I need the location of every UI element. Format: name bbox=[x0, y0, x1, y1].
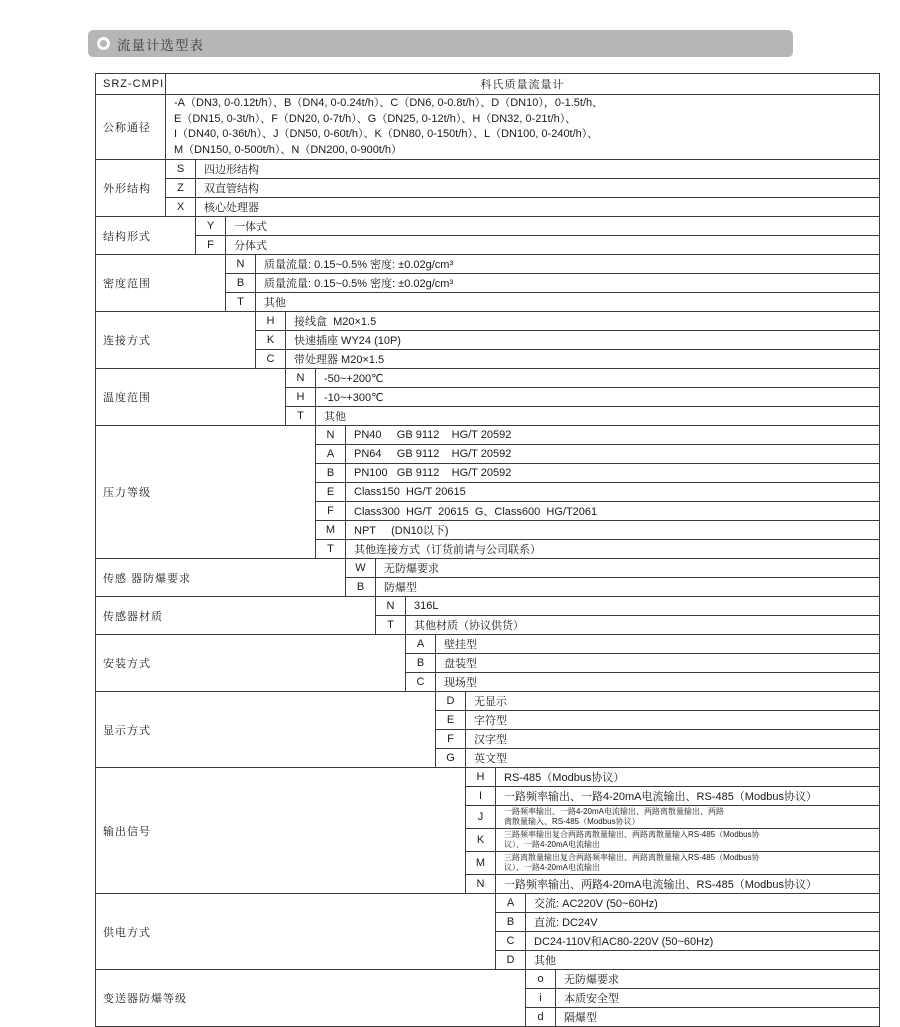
option-row bbox=[226, 292, 879, 311]
option-desc: 其他连接方式（订货前请与公司联系） bbox=[354, 544, 541, 556]
option-row bbox=[496, 894, 879, 912]
option-row bbox=[316, 463, 879, 482]
option-desc: 一体式 bbox=[234, 221, 267, 233]
option-row bbox=[376, 597, 879, 615]
label-nominal-diameter: 公称通径 bbox=[96, 95, 166, 159]
option-code: d bbox=[526, 1008, 556, 1026]
option-row bbox=[226, 273, 879, 292]
option-desc: 交流: AC220V (50~60Hz) bbox=[534, 898, 658, 910]
option-code: T bbox=[376, 616, 406, 634]
option-row bbox=[346, 577, 879, 596]
option-code: I bbox=[466, 787, 496, 805]
option-row bbox=[436, 748, 879, 767]
group-power-supply bbox=[96, 893, 879, 969]
option-row bbox=[406, 672, 879, 691]
option-row bbox=[316, 520, 879, 539]
option-row bbox=[436, 729, 879, 748]
option-row bbox=[406, 635, 879, 653]
option-code: W bbox=[346, 559, 376, 577]
option-code: E bbox=[436, 711, 466, 729]
option-row bbox=[466, 768, 879, 786]
bullseye-icon bbox=[97, 37, 110, 50]
option-row bbox=[406, 653, 879, 672]
option-desc: NPT (DN10以下) bbox=[354, 525, 449, 537]
label-density-range: 密度范围 bbox=[96, 255, 226, 311]
option-desc: 带处理器 M20×1.5 bbox=[294, 354, 385, 366]
option-row bbox=[286, 369, 879, 387]
option-row bbox=[166, 160, 879, 178]
diameter-spec-text: -A（DN3, 0-0.12t/h）、B（DN4, 0-0.24t/h）、C（DN6, 0-0.8t/h）、D（DN10），0-1.5t/h、 E（DN15, 0-3t/h）、F（DN20, 0-7t/h）、G（DN25, 0-12t/h）、H（DN32, 0-21t/h）、 I（DN40, 0-36t/h）、J（DN50, 0-60t/h）、K（DN80, 0-150t/h）、L（DN100, 0-240t/h）、 M（DN150, 0-500t/h）、N（DN200, 0-900t/h） bbox=[174, 97, 604, 156]
option-row bbox=[466, 786, 879, 805]
option-desc: PN40 GB 9112 HG/T 20592 bbox=[354, 429, 512, 441]
group-display-type bbox=[96, 691, 879, 767]
group-sensor-material bbox=[96, 596, 879, 634]
model-row bbox=[96, 74, 879, 94]
option-row bbox=[436, 692, 879, 710]
option-desc: Class300 HG/T 20615 G、Class600 HG/T2061 bbox=[354, 506, 598, 518]
option-code: B bbox=[496, 913, 526, 931]
option-code: B bbox=[316, 464, 346, 482]
label-output-signal: 输出信号 bbox=[96, 768, 466, 893]
option-row bbox=[166, 178, 879, 197]
label-structure-form: 结构形式 bbox=[96, 217, 196, 254]
option-code: N bbox=[286, 369, 316, 387]
group-nominal-diameter bbox=[96, 94, 879, 159]
group-structure-form bbox=[96, 216, 879, 254]
option-code: B bbox=[226, 274, 256, 292]
group-transmitter-explosion-proof bbox=[96, 969, 879, 1026]
option-code: C bbox=[496, 932, 526, 950]
option-row bbox=[526, 1007, 879, 1026]
section-title: 流量计选型表 bbox=[117, 37, 204, 53]
option-desc: 三路离散量输出复合两路频率输出、两路离散量输入RS-485（Modbus协 议）、一路4-20mA电流输出 bbox=[504, 853, 760, 872]
option-desc: 快速插座 WY24 (10P) bbox=[294, 335, 401, 347]
option-code: F bbox=[316, 502, 346, 520]
label-sensor-material: 传感器材质 bbox=[96, 597, 376, 634]
option-code: M bbox=[466, 852, 496, 874]
option-code: o bbox=[526, 970, 556, 988]
option-code: A bbox=[496, 894, 526, 912]
option-row bbox=[256, 330, 879, 349]
option-code: T bbox=[226, 293, 256, 311]
option-code: T bbox=[316, 540, 346, 558]
option-desc: 一路频率输出、两路4-20mA电流输出、RS-485（Modbus协议） bbox=[504, 879, 817, 891]
option-desc: 字符型 bbox=[474, 715, 507, 727]
option-row bbox=[466, 828, 879, 851]
option-code: D bbox=[496, 951, 526, 969]
option-row bbox=[286, 406, 879, 425]
group-shape-structure bbox=[96, 159, 879, 216]
option-row bbox=[316, 482, 879, 501]
option-code: N bbox=[376, 597, 406, 615]
option-code: E bbox=[316, 483, 346, 501]
option-row bbox=[496, 931, 879, 950]
option-desc: -50~+200℃ bbox=[324, 372, 384, 385]
option-row bbox=[196, 217, 879, 235]
option-code: Y bbox=[196, 217, 226, 235]
option-desc: 隔爆型 bbox=[564, 1012, 597, 1024]
option-code: i bbox=[526, 989, 556, 1007]
option-desc: 壁挂型 bbox=[444, 639, 477, 651]
label-sensor-explosion-proof: 传感 器防爆要求 bbox=[96, 559, 346, 596]
option-row bbox=[316, 444, 879, 463]
option-code: K bbox=[466, 829, 496, 851]
label-transmitter-explosion-proof: 变送器防爆等级 bbox=[96, 970, 526, 1026]
option-code: F bbox=[436, 730, 466, 748]
option-desc: 质量流量: 0.15~0.5% 密度: ±0.02g/cm³ bbox=[264, 278, 454, 290]
option-desc: 其他 bbox=[534, 955, 556, 967]
option-row bbox=[226, 255, 879, 273]
option-code: F bbox=[196, 236, 226, 254]
option-row bbox=[316, 501, 879, 520]
option-code: X bbox=[166, 198, 196, 216]
option-row bbox=[256, 312, 879, 330]
option-desc: 无防爆要求 bbox=[384, 563, 439, 575]
model-code-label: SRZ-CMPI bbox=[96, 74, 166, 94]
option-row bbox=[256, 349, 879, 368]
option-row bbox=[496, 912, 879, 931]
option-desc: DC24-110V和AC80-220V (50~60Hz) bbox=[534, 936, 714, 948]
option-desc: 一路频率输出、一路4-20mA电流输出、两路离散量输出、两路 离散量输入、RS-485（Modbus协议） bbox=[504, 807, 725, 826]
option-row bbox=[286, 387, 879, 406]
option-row bbox=[196, 235, 879, 254]
option-row bbox=[526, 970, 879, 988]
group-mounting-type bbox=[96, 634, 879, 691]
option-code: D bbox=[436, 692, 466, 710]
option-desc: 质量流量: 0.15~0.5% 密度: ±0.02g/cm³ bbox=[264, 259, 454, 271]
option-code: H bbox=[286, 388, 316, 406]
option-desc: 其他 bbox=[264, 297, 286, 309]
option-row bbox=[166, 197, 879, 216]
option-code: H bbox=[256, 312, 286, 330]
option-desc: Class150 HG/T 20615 bbox=[354, 486, 466, 498]
option-desc: 三路频率输出复合两路离散量输出、两路离散量输入RS-485（Modbus协 议）、一路4-20mA电流输出 bbox=[504, 830, 760, 849]
option-code: N bbox=[466, 875, 496, 893]
label-shape-structure: 外形结构 bbox=[96, 160, 166, 216]
option-desc: 本质安全型 bbox=[564, 993, 619, 1005]
option-desc: 分体式 bbox=[234, 240, 267, 252]
option-desc: 盘装型 bbox=[444, 658, 477, 670]
selection-table bbox=[95, 73, 880, 1027]
option-code: K bbox=[256, 331, 286, 349]
group-connection-type bbox=[96, 311, 879, 368]
option-desc: 一路频率输出、一路4-20mA电流输出、RS-485（Modbus协议） bbox=[504, 791, 817, 803]
label-power-supply: 供电方式 bbox=[96, 894, 496, 969]
group-pressure-rating bbox=[96, 425, 879, 558]
option-desc: 核心处理器 bbox=[204, 202, 259, 214]
option-row bbox=[316, 539, 879, 558]
group-sensor-explosion-proof bbox=[96, 558, 879, 596]
option-row bbox=[166, 95, 879, 159]
option-row bbox=[466, 874, 879, 893]
label-display-type: 显示方式 bbox=[96, 692, 436, 767]
group-output-signal bbox=[96, 767, 879, 893]
option-desc: 汉字型 bbox=[474, 734, 507, 746]
option-row bbox=[316, 426, 879, 444]
option-code: N bbox=[226, 255, 256, 273]
option-desc: 现场型 bbox=[444, 677, 477, 689]
option-code: G bbox=[436, 749, 466, 767]
group-density-range bbox=[96, 254, 879, 311]
option-row bbox=[466, 805, 879, 828]
option-row bbox=[376, 615, 879, 634]
option-desc: PN64 GB 9112 HG/T 20592 bbox=[354, 448, 512, 460]
label-mounting-type: 安装方式 bbox=[96, 635, 406, 691]
option-code: J bbox=[466, 806, 496, 828]
option-desc: 接线盒 M20×1.5 bbox=[294, 316, 377, 328]
option-row bbox=[496, 950, 879, 969]
label-connection-type: 连接方式 bbox=[96, 312, 256, 368]
option-desc: -10~+300℃ bbox=[324, 391, 384, 404]
option-row bbox=[526, 988, 879, 1007]
group-temperature-range bbox=[96, 368, 879, 425]
option-code: H bbox=[466, 768, 496, 786]
label-temperature-range: 温度范围 bbox=[96, 369, 286, 425]
label-pressure-rating: 压力等级 bbox=[96, 426, 316, 558]
option-desc: 其他 bbox=[324, 411, 346, 423]
option-code: C bbox=[256, 350, 286, 368]
option-row bbox=[436, 710, 879, 729]
option-desc: 无防爆要求 bbox=[564, 974, 619, 986]
option-code: Z bbox=[166, 179, 196, 197]
option-code: N bbox=[316, 426, 346, 444]
option-code: B bbox=[406, 654, 436, 672]
option-desc: 其他材质（协议供货） bbox=[414, 620, 524, 632]
section-header bbox=[88, 30, 793, 57]
option-code: M bbox=[316, 521, 346, 539]
option-code: A bbox=[316, 445, 346, 463]
option-desc: 防爆型 bbox=[384, 582, 417, 594]
option-row bbox=[466, 851, 879, 874]
option-desc: PN100 GB 9112 HG/T 20592 bbox=[354, 467, 512, 479]
option-desc: RS-485（Modbus协议） bbox=[504, 772, 625, 784]
option-desc: 英文型 bbox=[474, 753, 507, 765]
model-name: 科氏质量流量计 bbox=[480, 79, 565, 91]
option-code: B bbox=[346, 578, 376, 596]
option-desc: 无显示 bbox=[474, 696, 507, 708]
option-row bbox=[346, 559, 879, 577]
option-code: T bbox=[286, 407, 316, 425]
option-desc: 316L bbox=[414, 600, 439, 612]
option-code: C bbox=[406, 673, 436, 691]
option-code: S bbox=[166, 160, 196, 178]
option-desc: 双直管结构 bbox=[204, 183, 259, 195]
option-desc: 直流: DC24V bbox=[534, 917, 598, 929]
option-row bbox=[166, 74, 879, 94]
option-desc: 四边形结构 bbox=[204, 164, 259, 176]
option-code: A bbox=[406, 635, 436, 653]
